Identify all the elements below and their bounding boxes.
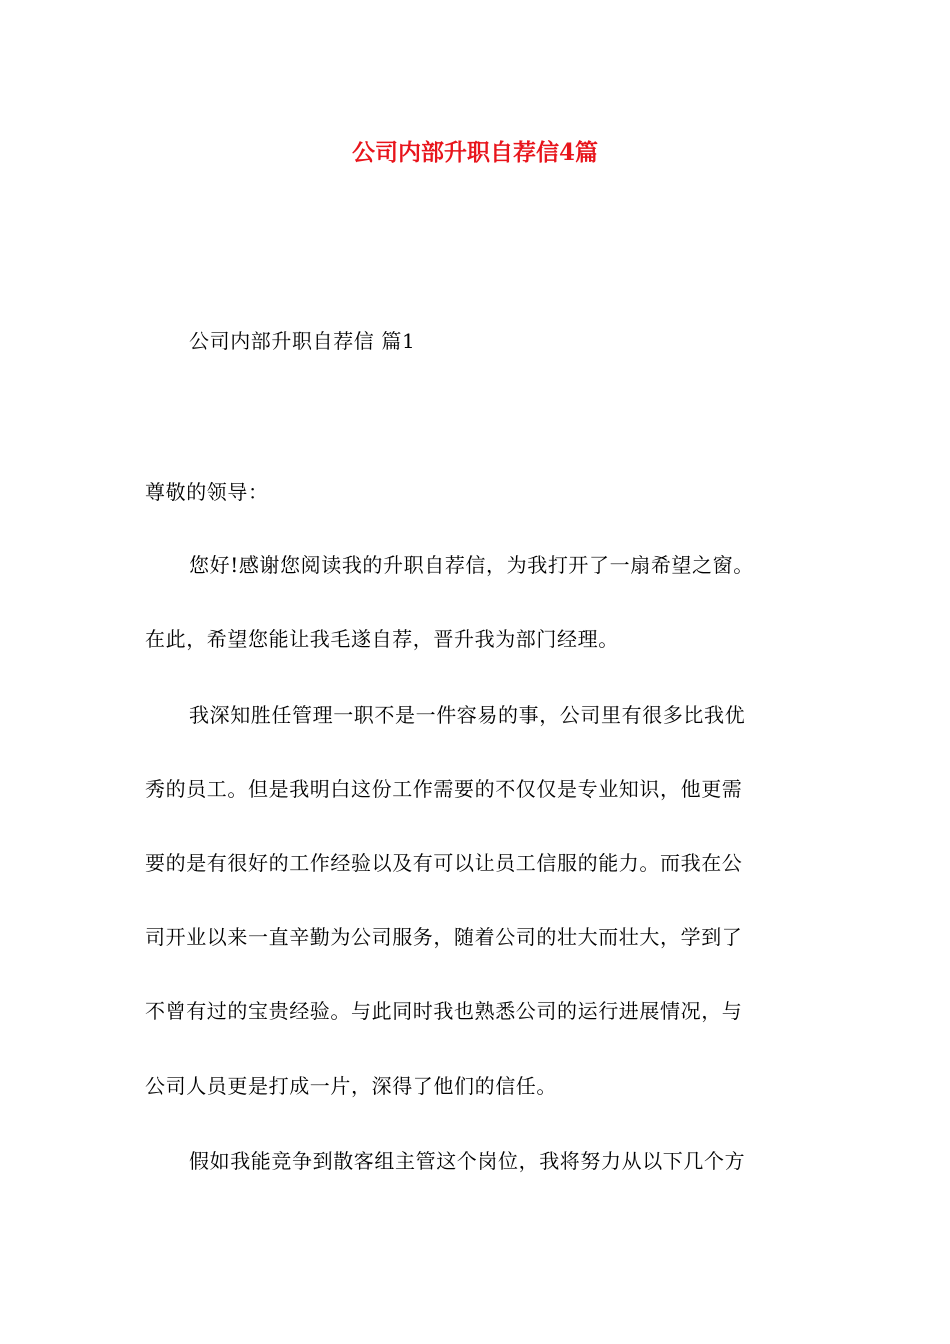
section-heading: 公司内部升职自荐信 篇1: [189, 329, 416, 353]
paragraph-line: 秀的员工。但是我明白这份工作需要的不仅仅是专业知识，他更需: [145, 777, 743, 801]
paragraph-line: 公司人员更是打成一片，深得了他们的信任。: [145, 1074, 557, 1098]
salutation: 尊敬的领导：: [145, 480, 269, 504]
paragraph-line: 我深知胜任管理一职不是一件容易的事，公司里有很多比我优: [189, 703, 746, 727]
paragraph-line: 司开业以来一直辛勤为公司服务，随着公司的壮大而壮大，学到了: [145, 925, 743, 949]
paragraph-line: 您好!感谢您阅读我的升职自荐信，为我打开了一扇希望之窗。: [189, 553, 754, 577]
paragraph-line: 不曾有过的宝贵经验。与此同时我也熟悉公司的运行进展情况，与: [145, 999, 743, 1023]
paragraph-line: 假如我能竞争到散客组主管这个岗位，我将努力从以下几个方: [189, 1149, 746, 1173]
document-title: 公司内部升职自荐信4篇: [351, 139, 598, 166]
paragraph-line: 要的是有很好的工作经验以及有可以让员工信服的能力。而我在公: [145, 851, 743, 875]
paragraph-line: 在此，希望您能让我毛遂自荐，晋升我为部门经理。: [145, 627, 619, 651]
